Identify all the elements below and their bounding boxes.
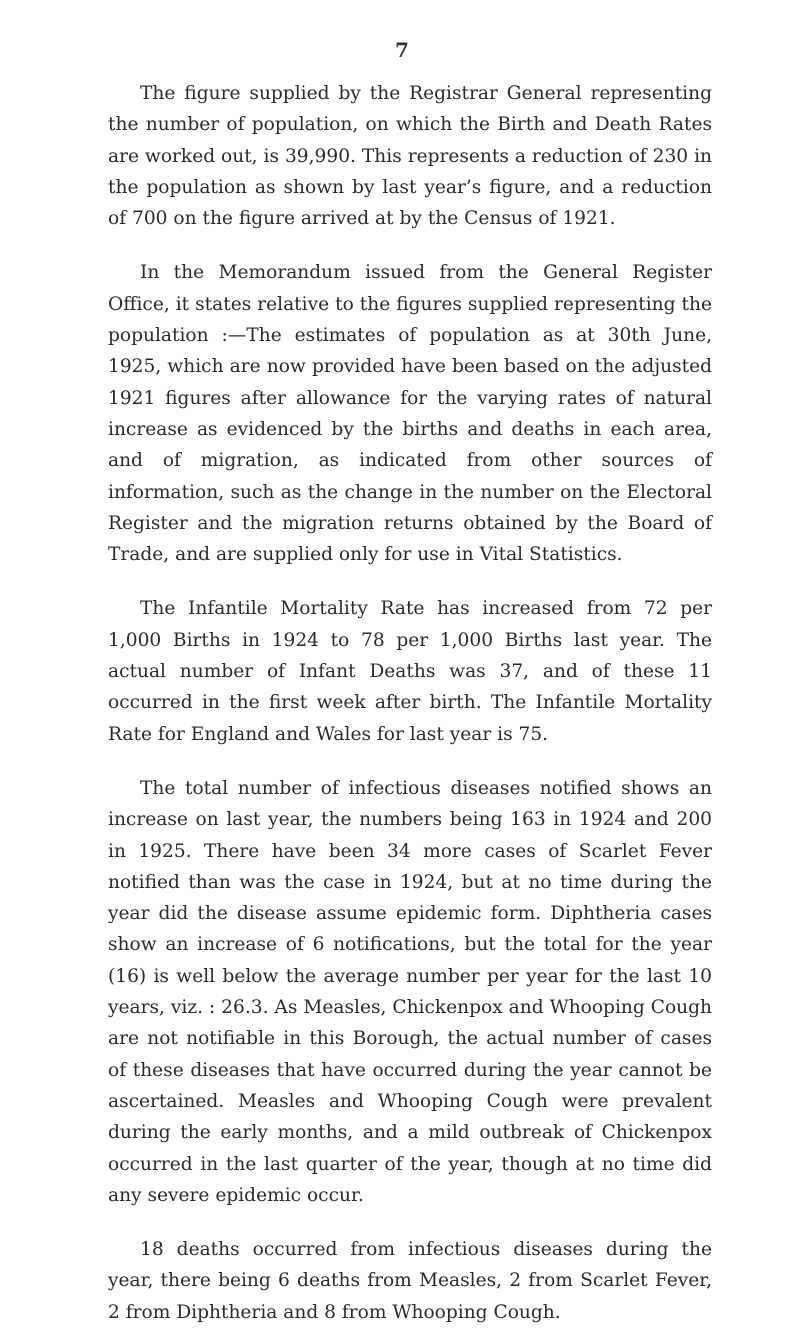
paragraph-infectious-deaths: 18 deaths occurred from infectious diseases during the year, there being 6 deaths from Measles, 2 from Scarlet Fever, 2 from Diphtheria and 8 from Whooping Cough.: [108, 1239, 712, 1323]
paragraph-population-figure: The figure supplied by the Registrar General representing the number of population, on which the Birth and Death Rates are worked out, is 39,990. This represents a reduction of 230 in the population as shown by last year’s figure, and a reduction of 700 on the figure arrived at by the Census of 1921.: [108, 83, 712, 230]
paragraph-infantile-mortality: The Infantile Mortality Rate has increased from 72 per 1,000 Births in 1924 to 78 per 1,000 Births last year. The actual number of Infant Deaths was 37, and of these 11 occurred in the first week after birth. The Infantile Mortality Rate for England and Wales for last year is 75.: [108, 598, 712, 745]
body-text: [108, 78, 712, 1328]
paragraph-infectious-diseases: The total number of infectious diseases notified shows an increase on last year, the numbers being 163 in 1924 and 200 in 1925. There have been 34 more cases of Scarlet Fever notified than was the case in 1924, but at no time during the year did the disease assume epidemic form. Diphtheria cases show an increase of 6 notifications, but the total for the year (16) is well below the average number per year for the last 10 years, viz. : 26.3. As Measles, Chickenpox and Whooping Cough are not notifiable in this Borough, the actual number of cases of these diseases that have occurred during the year cannot be ascertained. Measles and Whooping Cough were prevalent during the early months, and a mild outbreak of Chickenpox occurred in the last quarter of the year, though at no time did any severe epidemic occur.: [108, 777, 712, 1206]
page-number: 7: [395, 38, 409, 62]
paragraph-memorandum: In the Memorandum issued from the General Register Office, it states relative to the figures supplied representing the population :—The estimates of population as at 30th June, 1925, which are now provided have been based on the adjusted 1921 figures after allowance for the varying rates of natural increase as evidenced by the births and deaths in each area, and of migration, as indicated from other sources of information, such as the change in the number on the Electoral Register and the migration returns obtained by the Board of Trade, and are supplied only for use in Vital Statistics.: [108, 262, 712, 566]
